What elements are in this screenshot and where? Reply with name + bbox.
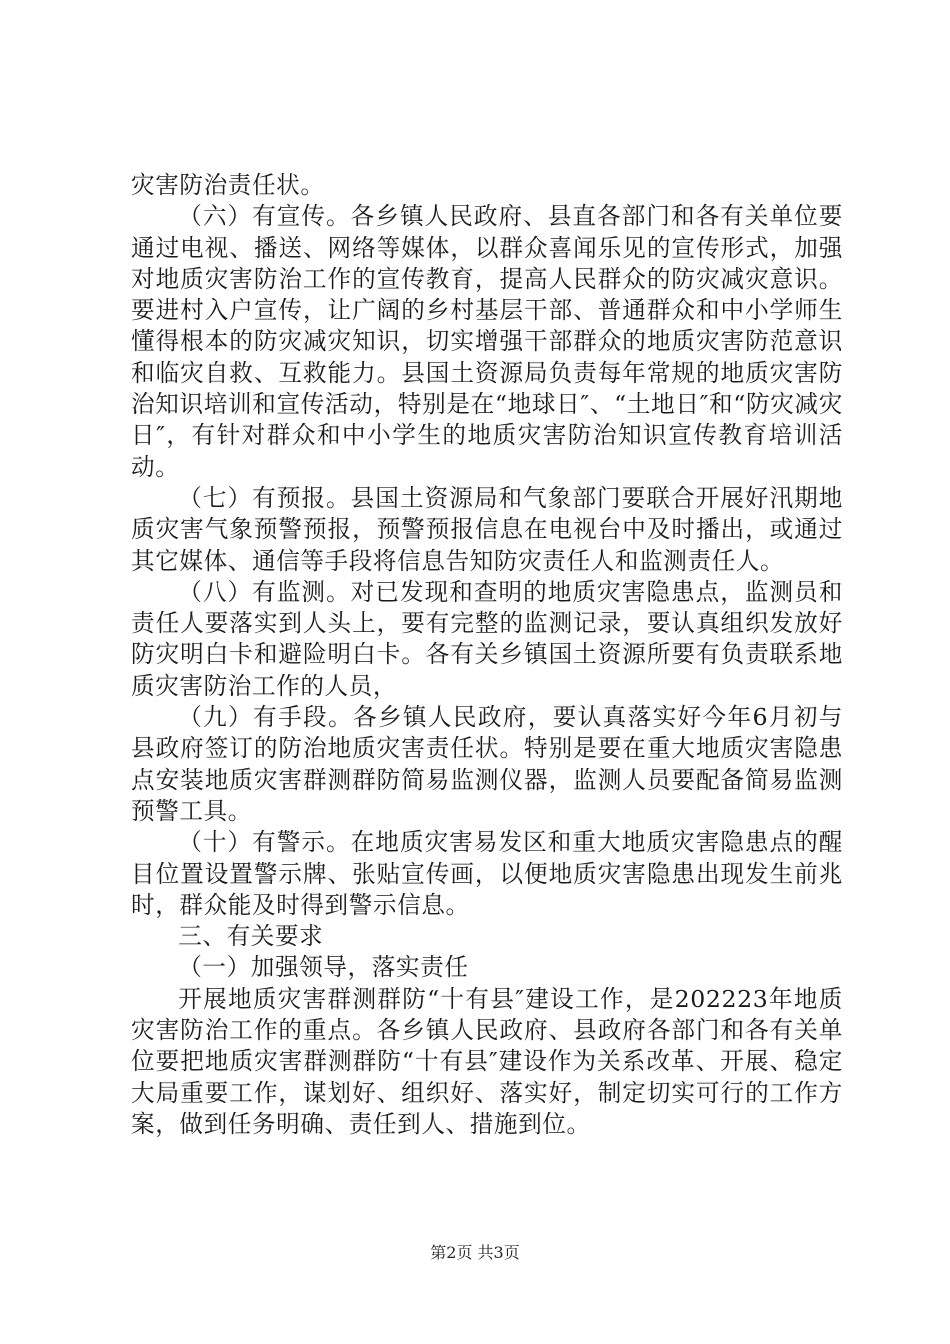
section-heading-requirements: 三、有关要求 <box>178 922 324 951</box>
paragraph-forecast: （七）有预报。县国土资源局和气象部门要联合开展好汛期地质灾害气象预警预报，预警预报信息在电视台中及时播出，或通过其它媒体、通信等手段将信息告知防灾责任人和监测责任人。 <box>131 483 843 575</box>
paragraph-monitoring: （八）有监测。对已发现和查明的地质灾害隐患点，监测员和责任人要落实到人头上，要有完整的监测记录，要认真组织发放好防灾明白卡和避险明白卡。各有关乡镇国土资源所要有负责联系地质灾害防治工作的人员， <box>131 577 843 700</box>
document-body <box>131 170 843 1140</box>
subsection-heading-leadership: （一）加强领导，落实责任 <box>178 953 469 982</box>
page-number: 第2页 共3页 <box>430 1243 520 1262</box>
page-footer <box>0 1243 950 1263</box>
paragraph-publicity: （六）有宣传。各乡镇人民政府、县直各部门和各有关单位要通过电视、播送、网络等媒体，以群众喜闻乐见的宣传形式，加强对地质灾害防治工作的宣传教育，提高人民群众的防灾减灾意识。要进村入户宣传，让广阔的乡村基层干部、普通群众和中小学师生懂得根本的防灾减灾知识，切实增强干部群众的地质灾害防范意识和临灾自救、互救能力。县国土资源局负责每年常规的地质灾害防治知识培训和宣传活动，特别是在“地球日″、“土地日″和“防灾减灾日″，有针对群众和中小学生的地质灾害防治知识宣传教育培训活动。 <box>131 202 843 481</box>
paragraph-means: （九）有手段。各乡镇人民政府，要认真落实好今年6月初与县政府签订的防治地质灾害责任状。特别是要在重大地质灾害隐患点安装地质灾害群测群防简易监测仪器，监测人员要配备简易监测预警工具。 <box>131 703 843 825</box>
paragraph-continuation: 灾害防治责任状。 <box>131 171 325 199</box>
paragraph-warning: （十）有警示。在地质灾害易发区和重大地质灾害隐患点的醒目位置设置警示牌、张贴宣传画，以便地质灾害隐患出现发生前兆时，群众能及时得到警示信息。 <box>131 828 843 919</box>
paragraph-leadership: 开展地质灾害群测群防“十有县″建设工作，是202223年地质灾害防治工作的重点。各乡镇人民政府、县政府各部门和各有关单位要把地质灾害群测群防“十有县″建设作为关系改革、开展、稳定大局重要工作，谋划好、组织好、落实好，制定切实可行的工作方案，做到任务明确、责任到人、措施到位。 <box>131 984 843 1138</box>
